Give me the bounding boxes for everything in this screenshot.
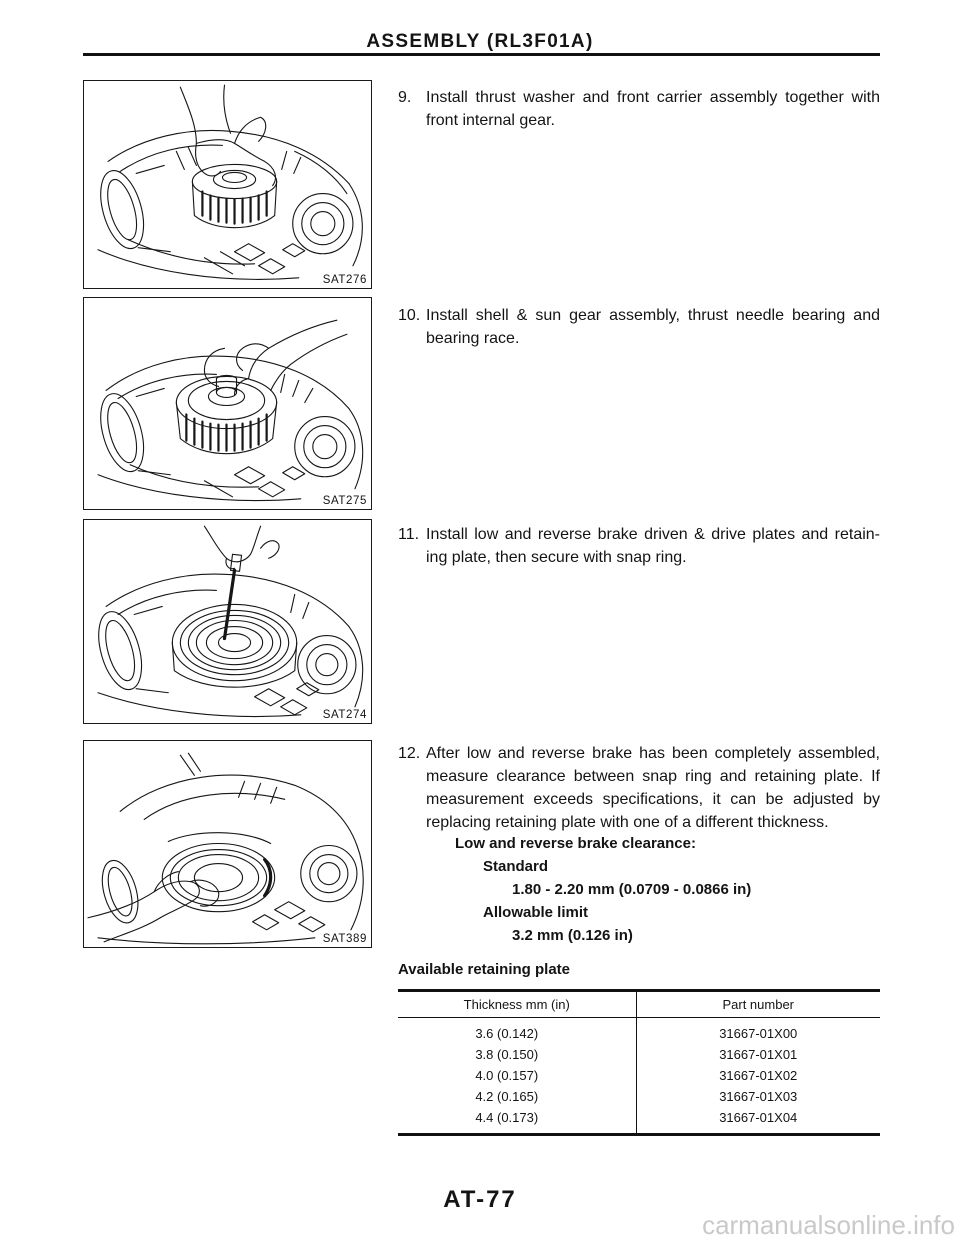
figure-label: SAT275	[322, 495, 367, 507]
column-header-thickness: Thickness mm (in)	[398, 991, 636, 1018]
step-number: 9.	[398, 89, 412, 106]
piston-drawing	[301, 846, 357, 902]
piston-drawing	[298, 636, 356, 694]
allowable-limit-value: 3.2 mm (0.126 in)	[512, 927, 633, 944]
piston-drawing	[295, 417, 355, 477]
thickness-cell: 4.0 (0.157)	[398, 1065, 636, 1086]
table-row	[398, 1044, 880, 1065]
figure-3-illustration	[84, 520, 371, 723]
clearance-heading: Low and reverse brake clearance:	[455, 835, 696, 852]
table-row	[398, 1018, 880, 1045]
figure-label: SAT389	[322, 933, 367, 945]
watermark: carmanualsonline.info	[702, 1210, 955, 1240]
screwdriver-drawing	[224, 554, 241, 638]
figure-sat274	[83, 519, 372, 724]
thickness-cell: 3.6 (0.142)	[398, 1018, 636, 1045]
transmission-case-drawing	[96, 753, 363, 944]
figure-sat276	[83, 80, 372, 289]
step-10	[398, 304, 880, 350]
step-text-line: ing plate, then secure with snap ring.	[426, 549, 687, 566]
part-number-cell: 31667-01X04	[719, 1110, 798, 1125]
thickness-cell: 3.8 (0.150)	[398, 1044, 636, 1065]
step-text-line: front internal gear.	[426, 112, 555, 129]
table-row	[398, 1065, 880, 1086]
part-number-cell: 31667-01X02	[719, 1068, 798, 1083]
part-number-cell: 31667-01X01	[719, 1047, 798, 1062]
figure-1-illustration	[84, 81, 371, 288]
figure-sat389	[83, 740, 372, 948]
step-9	[398, 86, 880, 132]
allowable-limit-label: Allowable limit	[483, 904, 589, 921]
header-rule	[83, 53, 880, 56]
thickness-cell: 4.2 (0.165)	[398, 1086, 636, 1107]
table-row	[398, 1086, 880, 1107]
page-title: ASSEMBLY (RL3F01A)	[366, 31, 594, 52]
valve-body-drawing	[204, 467, 304, 497]
piston-drawing	[293, 194, 353, 254]
step-text-line: Install thrust washer and front carrier assembly together with	[426, 89, 880, 106]
part-number-cell: 31667-01X03	[719, 1089, 798, 1104]
thickness-cell: 4.4 (0.173)	[398, 1107, 636, 1135]
page-number: AT-77	[443, 1186, 517, 1213]
hand-drawing	[204, 526, 279, 569]
step-number: 11.	[398, 526, 420, 543]
column-header-part-number: Part number	[636, 991, 880, 1018]
figure-sat275	[83, 297, 372, 510]
step-text-line: measurement exceeds specifications, it can be adjusted by	[426, 791, 880, 808]
table-header-row	[398, 991, 880, 1018]
figure-label: SAT274	[322, 709, 367, 721]
snap-ring-drawing	[162, 833, 274, 912]
step-text-line: measure clearance between snap ring and retaining plate. If	[426, 768, 880, 785]
step-text-line: bearing race.	[426, 330, 520, 347]
step-number: 12.	[398, 745, 421, 762]
table-row	[398, 1107, 880, 1135]
brake-plates-drawing	[172, 604, 296, 687]
step-11	[398, 523, 880, 569]
step-text-line: After low and reverse brake has been completely assembled,	[426, 745, 880, 762]
step-text-line: replacing retaining plate with one of a different thickness.	[426, 814, 829, 831]
valve-body-drawing	[253, 902, 325, 932]
step-text-line: Install shell & sun gear assembly, thrust needle bearing and	[426, 307, 880, 324]
figure-label: SAT276	[322, 274, 367, 286]
figure-4-illustration	[84, 741, 371, 947]
sun-gear-assembly-drawing	[176, 375, 276, 453]
step-text-line: Install low and reverse brake driven & drive plates and retain-	[426, 526, 880, 543]
standard-value: 1.80 - 2.20 mm (0.0709 - 0.0866 in)	[512, 881, 752, 898]
step-12	[398, 742, 880, 834]
figure-2-illustration	[84, 298, 371, 509]
valve-body-drawing	[204, 244, 304, 274]
retaining-plate-table	[398, 989, 880, 1136]
part-number-cell: 31667-01X00	[719, 1026, 798, 1041]
table-title: Available retaining plate	[398, 961, 570, 978]
hand-drawing	[204, 320, 346, 394]
step-number: 10.	[398, 307, 421, 324]
standard-label: Standard	[483, 858, 549, 875]
hand-drawing	[88, 872, 219, 942]
